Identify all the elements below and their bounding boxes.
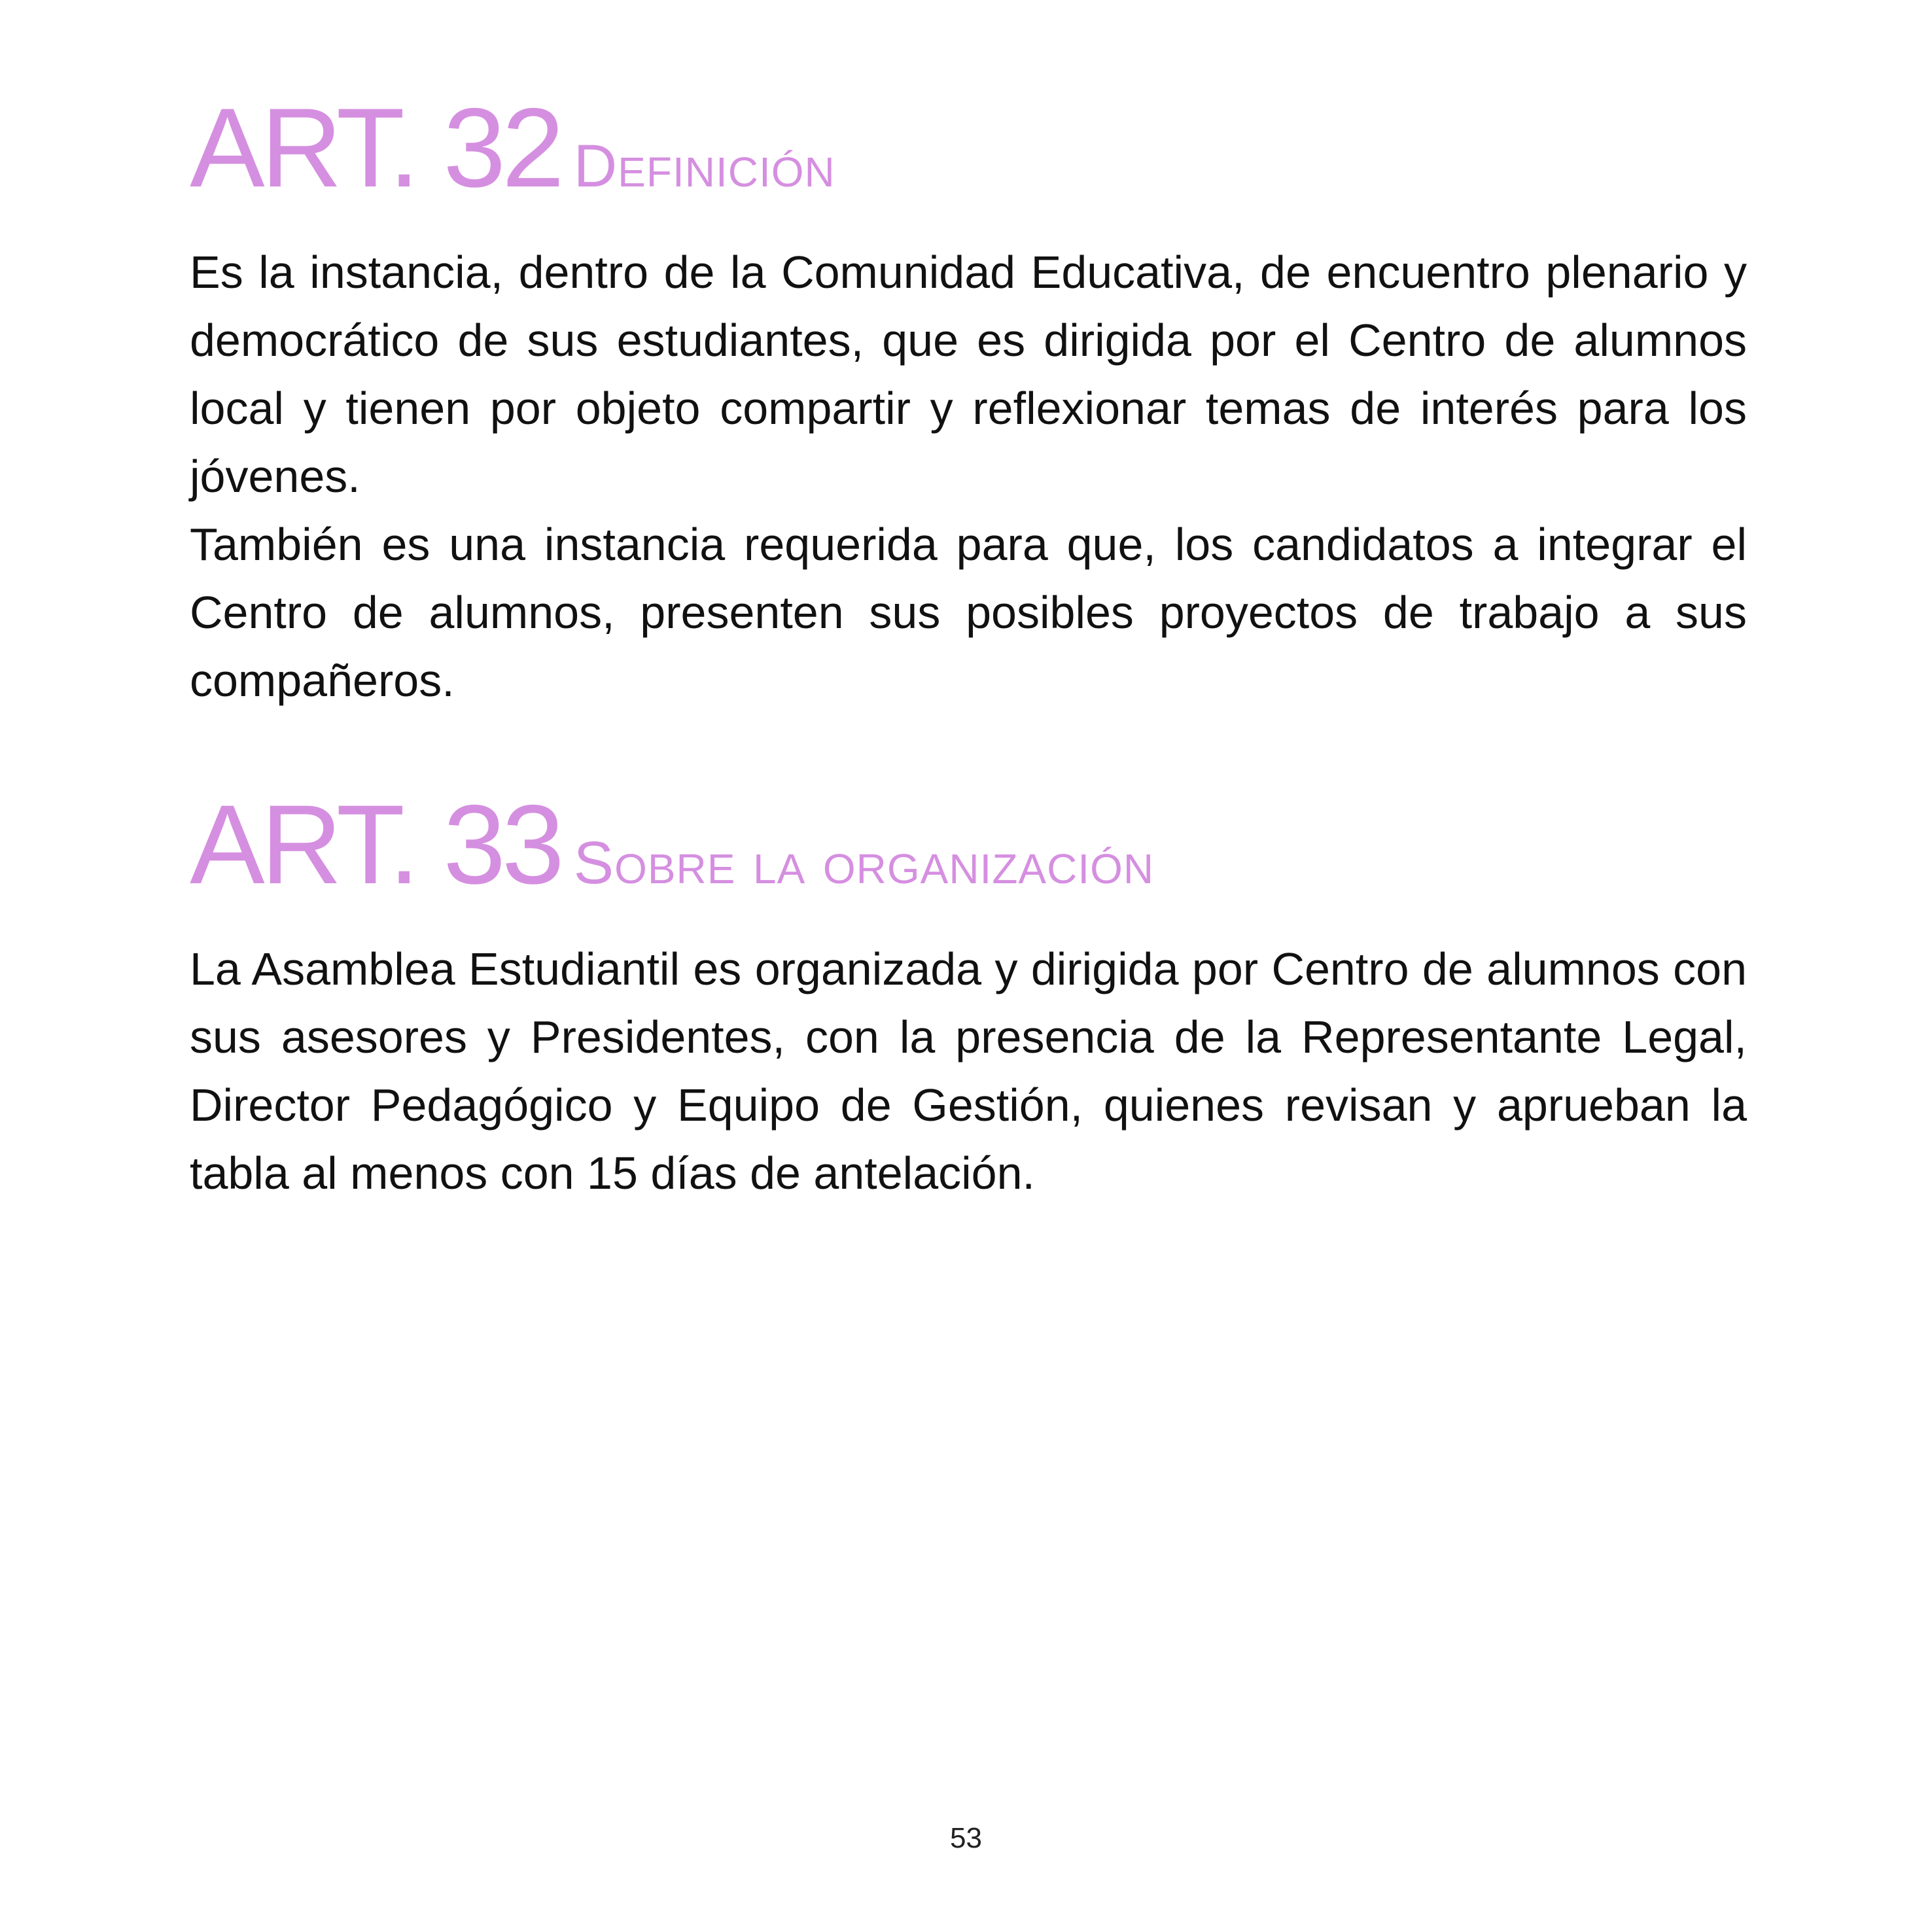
article-32-body (190, 238, 1747, 714)
article-32 (190, 85, 1747, 714)
article-32-paragraph-2: También es una instancia requerida para que, los candidatos a integrar el Centro de alumnos, presenten sus posibles proyectos de trabajo a sus compañeros. (190, 519, 1747, 706)
article-32-title: Definición (573, 133, 835, 200)
article-32-number: ART. 32 (190, 85, 561, 211)
article-32-paragraph-1: Es la instancia, dentro de la Comunidad Educativa, de encuentro plenario y democrático de sus estudiantes, que es dirigida por el Centro de alumnos local y tienen por objeto compartir y reflexionar temas de interés para los jóvenes. (190, 247, 1747, 502)
article-33-body (190, 935, 1747, 1207)
article-33-heading (190, 782, 1747, 907)
article-33-paragraph-1: La Asamblea Estudiantil es organizada y dirigida por Centro de alumnos con sus asesores y Presidentes, con la presencia de la Representante Legal, Director Pedagógico y Equipo de Gestión, quienes revisan y aprueban la tabla al menos con 15 días de antelación. (190, 943, 1747, 1199)
article-32-heading (190, 85, 1747, 211)
article-33-title: Sobre la organización (573, 830, 1155, 896)
page-number: 53 (950, 1822, 982, 1854)
article-33-number: ART. 33 (190, 782, 561, 907)
article-33 (190, 782, 1747, 1207)
